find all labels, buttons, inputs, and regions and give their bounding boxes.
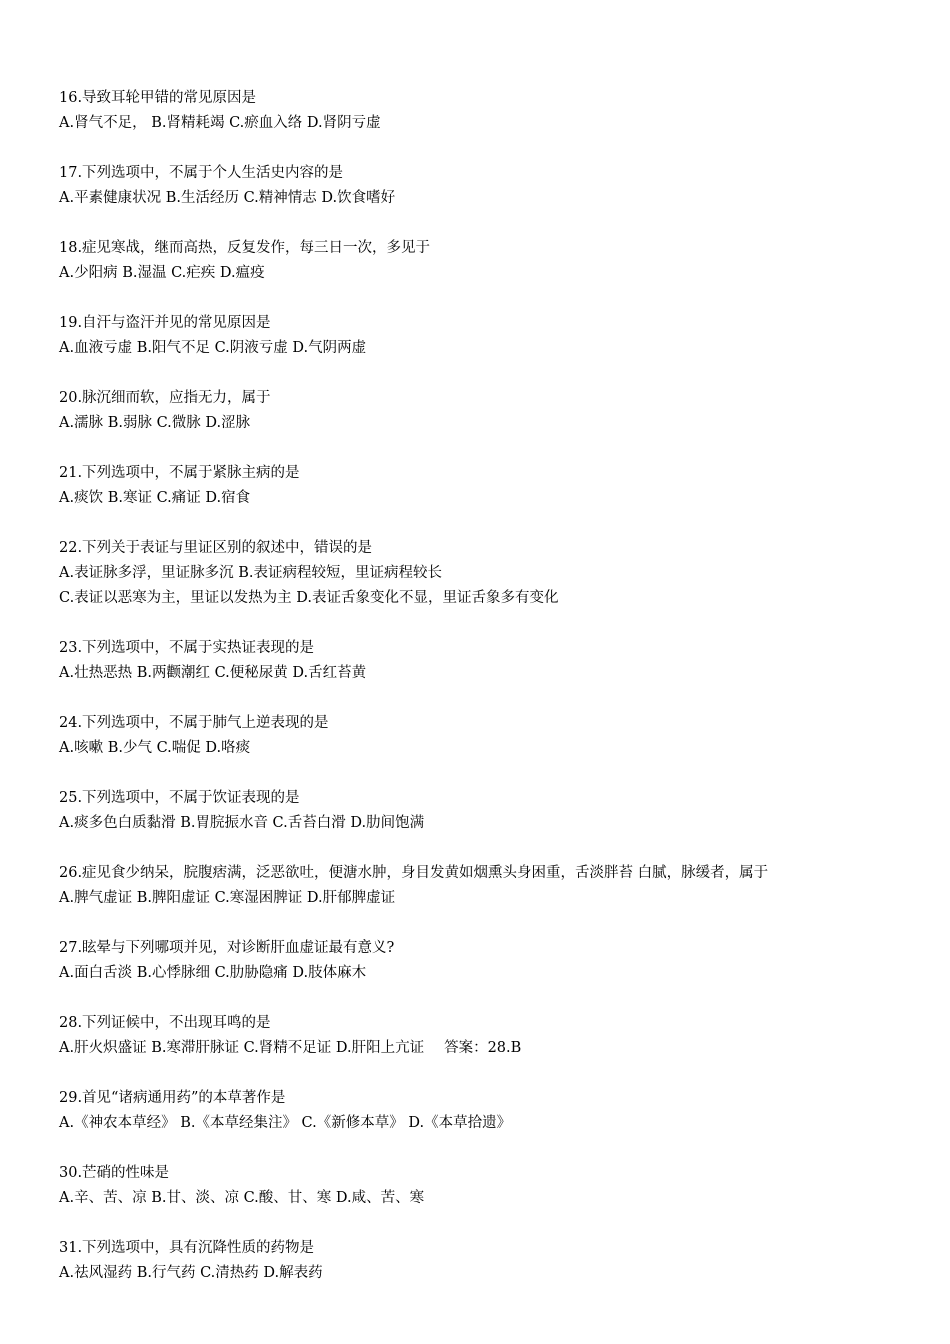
question-23	[59, 636, 919, 686]
options-text: A.肝火炽盛证 B.寒滞肝脉证 C.肾精不足证 D.肝阳上亢证	[59, 1040, 425, 1056]
question-stem: 29.首见“诸病通用药”的本草著作是	[59, 1090, 286, 1106]
document-page	[59, 86, 919, 1311]
question-stem: 25.下列选项中，不属于饮证表现的是	[59, 790, 300, 806]
question-27	[59, 936, 919, 986]
question-30	[59, 1161, 919, 1211]
question-options: A.痰多色白质黏滑 B.胃脘振水音 C.舌苔白滑 D.肋间饱满	[59, 815, 425, 831]
question-options: A.祛风湿药 B.行气药 C.清热药 D.解表药	[59, 1265, 323, 1281]
question-29	[59, 1086, 919, 1136]
question-options: A.表证脉多浮，里证脉多沉 B.表证病程较短，里证病程较长	[59, 565, 442, 581]
question-22	[59, 536, 919, 611]
question-options: A.血液亏虚 B.阳气不足 C.阴液亏虚 D.气阴两虚	[59, 340, 367, 356]
question-stem: 18.症见寒战，继而高热，反复发作，每三日一次，多见于	[59, 240, 431, 256]
question-17	[59, 161, 919, 211]
question-options	[59, 1036, 919, 1061]
question-options: A.平素健康状况 B.生活经历 C.精神情志 D.饮食嗜好	[59, 190, 396, 206]
question-options: A.壮热恶热 B.两颧潮红 C.便秘尿黄 D.舌红苔黄	[59, 665, 367, 681]
question-options: A.少阳病 B.湿温 C.疟疾 D.瘟疫	[59, 265, 265, 281]
question-28	[59, 1011, 919, 1061]
question-options: A.濡脉 B.弱脉 C.微脉 D.涩脉	[59, 415, 251, 431]
question-16	[59, 86, 919, 136]
question-stem: 24.下列选项中，不属于肺气上逆表现的是	[59, 715, 329, 731]
question-stem: 31.下列选项中，具有沉降性质的药物是	[59, 1240, 315, 1256]
question-20	[59, 386, 919, 436]
question-options: A.《神农本草经》 B.《本草经集注》 C.《新修本草》 D.《本草拾遗》	[59, 1115, 512, 1131]
question-options: A.肾气不足， B.肾精耗竭 C.瘀血入络 D.肾阴亏虚	[59, 115, 381, 131]
question-stem: 28.下列证候中，不出现耳鸣的是	[59, 1015, 271, 1031]
question-options: A.痰饮 B.寒证 C.痛证 D.宿食	[59, 490, 251, 506]
question-25	[59, 786, 919, 836]
question-26	[59, 861, 919, 911]
question-stem: 16.导致耳轮甲错的常见原因是	[59, 90, 257, 106]
question-stem: 27.眩晕与下列哪项并见，对诊断肝血虚证最有意义?	[59, 940, 395, 956]
question-19	[59, 311, 919, 361]
question-stem: 17.下列选项中，不属于个人生活史内容的是	[59, 165, 344, 181]
question-stem: 30.芒硝的性味是	[59, 1165, 170, 1181]
question-options: C.表证以恶寒为主，里证以发热为主 D.表证舌象变化不显，里证舌象多有变化	[59, 590, 559, 606]
answer-note: 答案：28.B	[444, 1040, 522, 1056]
question-options: A.辛、苦、凉 B.甘、淡、凉 C.酸、甘、寒 D.咸、苦、寒	[59, 1190, 425, 1206]
question-stem: 19.自汗与盗汗并见的常见原因是	[59, 315, 271, 331]
question-18	[59, 236, 919, 286]
question-stem: 22.下列关于表证与里证区别的叙述中，错误的是	[59, 540, 373, 556]
question-21	[59, 461, 919, 511]
question-24	[59, 711, 919, 761]
question-stem: 21.下列选项中，不属于紧脉主病的是	[59, 465, 300, 481]
question-31	[59, 1236, 919, 1286]
question-stem: 20.脉沉细而软，应指无力，属于	[59, 390, 271, 406]
question-stem: 23.下列选项中，不属于实热证表现的是	[59, 640, 315, 656]
question-options: A.面白舌淡 B.心悸脉细 C.肋胁隐痛 D.肢体麻木	[59, 965, 367, 981]
question-options: A.脾气虚证 B.脾阳虚证 C.寒湿困脾证 D.肝郁脾虚证	[59, 890, 396, 906]
question-stem: 26.症见食少纳呆，脘腹痞满，泛恶欲吐，便溏水肿，身目发黄如烟熏头身困重，舌淡胖苔 白腻，脉缓者，属于	[59, 865, 769, 881]
question-options: A.咳嗽 B.少气 C.喘促 D.咯痰	[59, 740, 251, 756]
